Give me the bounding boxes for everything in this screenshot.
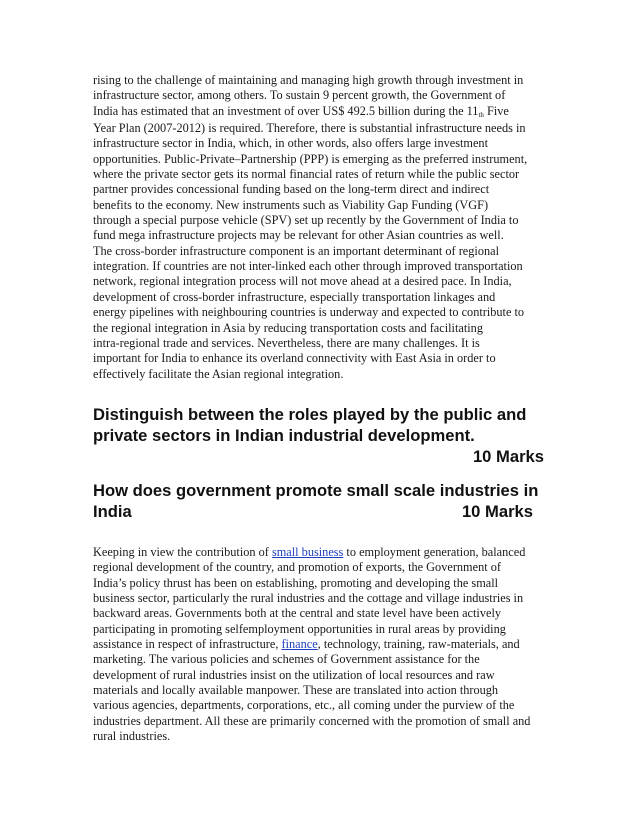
text-line: regional development of the country, and promotion of exports, the Government of	[93, 560, 501, 575]
text-line: infrastructure sector, among others. To sustain 9 percent growth, the Government of	[93, 88, 506, 103]
marks-label: 10 Marks	[472, 447, 544, 466]
text-line: participating in promoting selfemployment opportunities in rural areas by providing	[93, 621, 506, 636]
text-line: network, regional integration process will not move ahead at a desired pace. In India,	[93, 274, 512, 289]
text-line: marketing. The various policies and schemes of Government assistance for the	[93, 652, 480, 667]
text-line: where the private sector gets its normal financial rates of return while the public sector	[93, 167, 520, 182]
paragraph-infrastructure	[93, 73, 553, 382]
text-line: the regional integration in Asia by reducing transportation costs and facilitating	[93, 320, 483, 335]
text-line: Year Plan (2007-2012) is required. Therefore, there is substantial infrastructure needs in	[93, 121, 526, 136]
superscript-th: th	[478, 110, 484, 119]
text-line: integration. If countries are not inter-linked each other through improved transportation	[93, 259, 523, 274]
text-line: intra-regional trade and services. Nevertheless, there are many challenges. It is	[93, 335, 480, 350]
question-line: Distinguish between the roles played by the public and	[93, 405, 527, 424]
text-line: The cross-border infrastructure component is an important determinant of regional	[93, 243, 500, 258]
question-line: How does government promote small scale industries in	[93, 481, 539, 500]
text-line: through a special purpose vehicle (SPV) set up recently by the Government of India to	[93, 213, 519, 228]
text-line: energy pipelines with neighbouring countries is underway and expected to contribute to	[93, 305, 525, 320]
paragraph-small-business	[93, 545, 553, 744]
text-line: benefits to the economy. New instruments such as Viability Gap Funding (VGF)	[93, 197, 489, 212]
text-line: partner provides concessional funding based on the long-term direct and indirect	[93, 182, 490, 197]
small-business-link[interactable]: small business	[271, 545, 344, 559]
text-segment: to employment generation, balanced	[343, 545, 526, 559]
text-line	[93, 637, 553, 652]
text-line: industries department. All these are primarily concerned with the promotion of small and	[93, 713, 531, 728]
text-line: important for India to enhance its overland connectivity with East Asia in order to	[93, 351, 496, 366]
text-segment: Keeping in view the contribution of	[93, 545, 272, 559]
text-line: effectively facilitate the Asian regional integration.	[93, 366, 344, 381]
text-line: various agencies, departments, corporations, etc., all coming under the purview of the	[93, 698, 515, 713]
question-small-scale-industries	[93, 480, 553, 522]
text-line: business sector, particularly the rural industries and the cottage and village industries in	[93, 591, 524, 606]
text-line	[93, 545, 553, 560]
text-line: rising to the challenge of maintaining and managing high growth through investment in	[93, 73, 524, 87]
text-line: development of cross-border infrastructure, especially transportation linkages and	[93, 289, 496, 304]
text-segment: assistance in respect of infrastructure,	[93, 637, 282, 652]
text-line: rural industries.	[93, 729, 171, 744]
question-line	[93, 501, 553, 522]
question-public-private-sectors	[93, 404, 553, 467]
text-line: fund mega infrastructure projects may be relevant for other Asian countries as well.	[93, 228, 504, 243]
text-segment: , technology, training, raw-materials, and	[317, 637, 520, 652]
text-segment: India has estimated that an investment of over US$ 492.5 billion during the 11	[93, 103, 479, 118]
text-line	[93, 104, 553, 121]
text-line: India’s policy thrust has been on establishing, promoting and developing the small	[93, 575, 499, 590]
marks-label: 10 Marks	[461, 502, 533, 521]
question-text: India	[93, 502, 132, 521]
text-line: infrastructure sector in India, which, in other words, also offers large investment	[93, 136, 488, 151]
text-line: backward areas. Governments both at the central and state level have been actively	[93, 606, 502, 621]
text-line: materials and locally available manpower. These are translated into action through	[93, 683, 499, 698]
text-segment: Five	[483, 103, 509, 118]
question-line: private sectors in Indian industrial development.	[93, 426, 475, 445]
text-line: development of rural industries insist on the utilization of local resources and raw	[93, 667, 495, 682]
text-line: opportunities. Public-Private–Partnership (PPP) is emerging as the preferred instrument,	[93, 151, 528, 166]
finance-link[interactable]: finance	[281, 637, 318, 652]
